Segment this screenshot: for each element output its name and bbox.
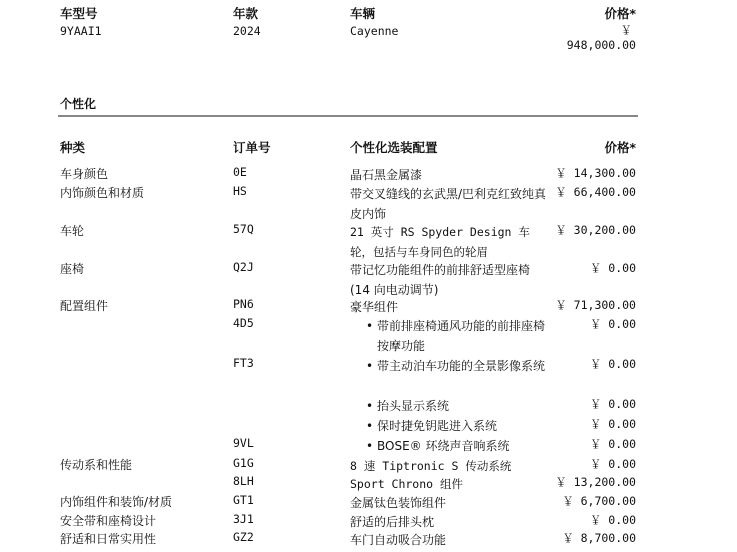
- row-description: 带前排座椅通风功能的前排座椅按摩功能: [377, 319, 546, 353]
- row-order-code: G1G: [233, 456, 254, 470]
- model-year-value: 2024: [233, 24, 261, 38]
- section-title-personalization: 个性化: [60, 97, 97, 111]
- row-order-code: 8LH: [233, 474, 254, 488]
- row-price: ￥ 0.00: [589, 437, 636, 451]
- row-order-code: Q2J: [233, 260, 254, 274]
- table-header-category: 种类: [60, 140, 86, 155]
- price-header: 价格*: [604, 6, 636, 21]
- row-price: ￥ 13,200.00: [555, 475, 636, 489]
- row-order-code: GZ2: [233, 530, 254, 544]
- row-sub-item: [366, 316, 548, 356]
- row-price: ￥ 0.00: [589, 397, 636, 411]
- row-category: 内饰组件和装饰/材质: [60, 495, 173, 509]
- row-price: ￥ 0.00: [589, 457, 636, 471]
- row-price: ￥ 8,700.00: [562, 531, 636, 545]
- row-description: 晶石黑金属漆: [350, 168, 423, 182]
- row-description: 21 英寸 RS Spyder Design 车轮，包括与车身同色的轮眉: [350, 225, 530, 259]
- row-order-code: 9VL: [233, 436, 254, 450]
- row-price: ￥ 0.00: [589, 261, 636, 275]
- row-description: Sport Chrono 组件: [350, 477, 464, 491]
- row-price: ￥ 0.00: [589, 357, 636, 371]
- row-description: 舒适的后排头枕: [350, 515, 435, 529]
- model-number-value: 9YAAI1: [60, 24, 102, 38]
- row-category: 配置组件: [60, 299, 109, 313]
- row-category: 安全带和座椅设计: [60, 514, 157, 528]
- bullet-icon: •: [366, 419, 374, 433]
- row-price: ￥ 14,300.00: [555, 166, 636, 180]
- row-description: 带记忆功能组件的前排舒适型座椅 (14 向电动调节): [350, 263, 531, 297]
- bullet-icon: •: [366, 319, 374, 333]
- row-description: 车门自动吸合功能: [350, 533, 447, 547]
- vehicle-header: 车辆: [350, 6, 376, 21]
- model-year-header: 年款: [233, 6, 259, 21]
- row-category: 内饰颜色和材质: [60, 186, 145, 200]
- row-order-code: GT1: [233, 493, 254, 507]
- row-price: ￥ 0.00: [589, 513, 636, 527]
- row-price: ￥ 0.00: [589, 417, 636, 431]
- section-divider: [58, 115, 638, 117]
- row-sub-item: [366, 436, 548, 456]
- bullet-icon: •: [366, 439, 374, 453]
- model-number-header: 车型号: [60, 6, 98, 21]
- row-sub-item: [366, 396, 548, 416]
- table-header-price: 价格*: [604, 140, 636, 155]
- row-price: ￥ 6,700.00: [562, 494, 636, 508]
- bullet-icon: •: [366, 359, 374, 373]
- row-description: 豪华组件: [350, 300, 399, 314]
- bullet-icon: •: [366, 399, 374, 413]
- price-currency: ￥: [620, 23, 632, 37]
- row-description: BOSE® 环绕声音响系统: [377, 439, 510, 453]
- vehicle-value: Cayenne: [350, 24, 399, 38]
- row-category: 车轮: [60, 224, 85, 238]
- row-order-code: PN6: [233, 297, 254, 311]
- row-price: ￥ 71,300.00: [555, 298, 636, 312]
- row-sub-item: [366, 416, 548, 436]
- row-category: 车身颜色: [60, 167, 109, 181]
- row-description: 带主动泊车功能的全景影像系统: [377, 359, 546, 373]
- row-category: 舒适和日常实用性: [60, 532, 157, 546]
- row-category: 座椅: [60, 262, 85, 276]
- row-order-code: 4D5: [233, 316, 254, 330]
- row-description: 抬头显示系统: [377, 399, 450, 413]
- base-price-value: 948,000.00: [566, 38, 636, 52]
- table-header-configuration: 个性化选装配置: [350, 140, 438, 155]
- row-order-code: HS: [233, 184, 247, 198]
- row-order-code: 0E: [233, 165, 247, 179]
- row-category: 传动系和性能: [60, 458, 133, 472]
- row-order-code: FT3: [233, 356, 254, 370]
- row-description: 8 速 Tiptronic S 传动系统: [350, 459, 512, 473]
- row-price: ￥ 30,200.00: [555, 223, 636, 237]
- row-price: ￥ 66,400.00: [555, 185, 636, 199]
- row-description: 带交叉缝线的玄武黑/巴利克红致纯真皮内饰: [350, 187, 547, 221]
- row-order-code: 57Q: [233, 222, 254, 236]
- row-description: 保时捷免钥匙进入系统: [377, 419, 498, 433]
- table-header-order-number: 订单号: [233, 140, 271, 155]
- row-description: 金属钛色装饰组件: [350, 496, 447, 510]
- row-order-code: 3J1: [233, 512, 254, 526]
- row-price: ￥ 0.00: [589, 317, 636, 331]
- row-sub-item: [366, 356, 548, 376]
